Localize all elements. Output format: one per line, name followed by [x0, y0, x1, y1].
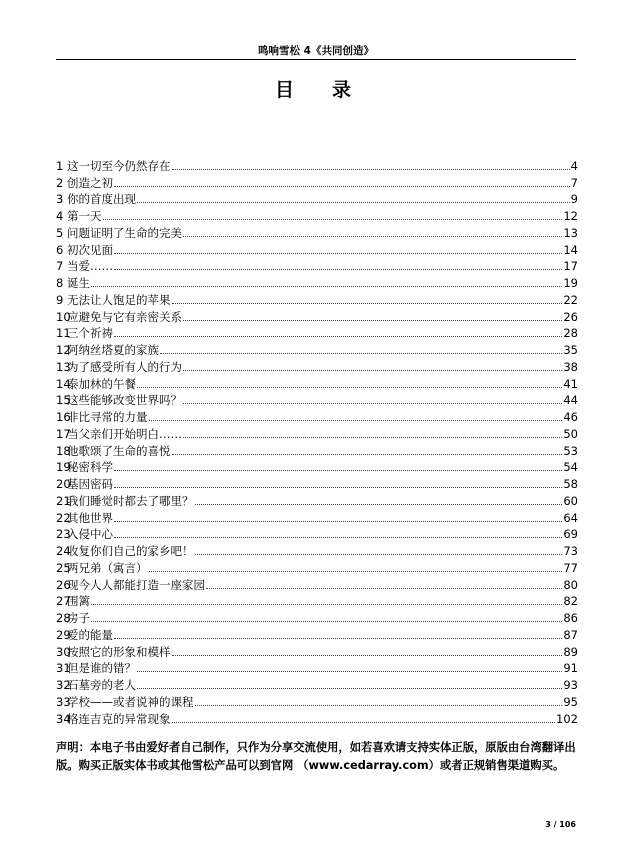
toc-entry-label: 创造之初 — [67, 175, 113, 190]
toc-entry[interactable] — [56, 558, 578, 575]
toc-dot-leader — [114, 487, 562, 488]
toc-entry-number: 10 — [56, 309, 71, 324]
toc-entry[interactable] — [56, 575, 578, 592]
toc-entry-label: 你的首度出现 — [67, 192, 136, 207]
toc-entry[interactable] — [56, 307, 578, 324]
toc-entry-page: 53 — [563, 443, 578, 458]
toc-entry-page: 7 — [570, 175, 578, 190]
toc-entry[interactable] — [56, 156, 578, 173]
toc-entry-page: 69 — [563, 527, 578, 542]
toc-entry-label: 现今人人都能打造一座家园 — [67, 577, 205, 592]
toc-entry-number: 9 — [56, 292, 64, 307]
toc-entry-label: 当父亲们开始明白…… — [67, 426, 182, 441]
toc-entry-number: 32 — [56, 678, 71, 692]
toc-entry-page: 77 — [563, 560, 578, 575]
toc-entry-number: 13 — [56, 359, 71, 374]
header-divider — [56, 59, 576, 60]
toc-dot-leader — [183, 320, 562, 321]
toc-entry-number: 18 — [56, 443, 71, 458]
toc-entry-number: 21 — [56, 493, 71, 508]
toc-entry-label: 两兄弟（寓言） — [67, 560, 148, 575]
toc-entry-page: 17 — [563, 259, 578, 274]
toc-entry-label: 但是谁的错？ — [67, 661, 136, 676]
toc-dot-leader — [172, 655, 563, 656]
toc-entry-number: 3 — [56, 192, 64, 207]
toc-dot-leader — [206, 588, 562, 589]
toc-entry-number: 15 — [56, 393, 71, 408]
toc-entry[interactable] — [56, 173, 578, 190]
toc-dot-leader — [195, 705, 563, 706]
toc-entry-page: 89 — [563, 644, 578, 659]
toc-entry-label: 格连吉克的异常现象 — [67, 711, 171, 726]
toc-entry-label: 基因密码 — [67, 477, 113, 491]
toc-entry-number: 26 — [56, 577, 71, 592]
toc-entry-page: 82 — [563, 594, 578, 609]
toc-entry-number: 2 — [56, 175, 64, 190]
toc-entry-label: 问题证明了生命的完美 — [67, 225, 182, 240]
toc-entry-page: 28 — [563, 326, 578, 341]
toc-entry-page: 22 — [563, 292, 578, 307]
toc-dot-leader — [137, 202, 570, 203]
toc-entry[interactable] — [56, 223, 578, 240]
toc-entry-label: 诞生 — [67, 276, 90, 290]
toc-entry-label: 这一切至今仍然存在 — [67, 158, 171, 173]
toc-entry-page: 44 — [563, 393, 578, 408]
toc-entry-number: 12 — [56, 343, 71, 357]
toc-dot-leader — [114, 186, 570, 187]
toc-dot-leader — [91, 286, 562, 287]
toc-entry-number: 17 — [56, 426, 71, 441]
toc-entry-page: 58 — [563, 477, 578, 491]
toc-dot-leader — [183, 236, 562, 237]
toc-entry-label: 秘密科学 — [67, 460, 113, 475]
toc-dot-leader — [172, 303, 563, 304]
toc-entry-page: 41 — [563, 376, 578, 391]
toc-entry-page: 93 — [563, 678, 578, 692]
toc-entry-label: 爱的能量 — [67, 627, 113, 642]
toc-entry-number: 34 — [56, 711, 71, 726]
toc-entry-page: 50 — [563, 426, 578, 441]
toc-entry[interactable] — [56, 257, 578, 274]
toc-dot-leader — [137, 671, 562, 672]
toc-dot-leader — [183, 403, 562, 404]
toc-entry[interactable] — [56, 407, 578, 424]
page-header-title: 鸣响雪松 4《共同创造》 — [258, 45, 374, 57]
toc-title: 目录 — [274, 79, 389, 101]
toc-entry[interactable] — [56, 357, 578, 374]
toc-entry-number: 33 — [56, 694, 71, 709]
toc-entry-number: 22 — [56, 510, 71, 525]
toc-entry-number: 19 — [56, 460, 71, 475]
toc-entry[interactable] — [56, 441, 578, 458]
toc-entry-page: 87 — [563, 627, 578, 642]
toc-dot-leader — [114, 638, 562, 639]
toc-entry[interactable] — [56, 625, 578, 642]
toc-entry[interactable] — [56, 642, 578, 659]
toc-entry-page: 46 — [563, 410, 578, 424]
toc-dot-leader — [91, 604, 562, 605]
toc-dot-leader — [195, 504, 563, 505]
toc-entry[interactable] — [56, 592, 578, 609]
toc-entry-number: 6 — [56, 242, 64, 257]
toc-entry-page: 12 — [563, 209, 578, 223]
toc-entry-page: 80 — [563, 577, 578, 592]
toc-entry[interactable] — [56, 240, 578, 257]
toc-entry-label: 为了感受所有人的行为 — [67, 359, 182, 374]
toc-entry-label: 初次见面 — [67, 242, 113, 257]
toc-entry-number: 11 — [56, 326, 71, 341]
toc-entry-label: 应避免与它有亲密关系 — [67, 309, 182, 324]
toc-entry-label: 房子 — [67, 611, 90, 625]
toc-dot-leader — [149, 420, 563, 421]
toc-entry-label: 第一天 — [67, 209, 102, 223]
toc-entry[interactable] — [56, 273, 578, 290]
toc-entry-number: 28 — [56, 611, 71, 625]
toc-entry-label: 三个祈祷 — [67, 326, 113, 341]
toc-entry[interactable] — [56, 541, 578, 558]
toc-dot-leader — [91, 621, 562, 622]
toc-entry-page: 38 — [563, 359, 578, 374]
toc-entry[interactable] — [56, 424, 578, 441]
toc-entry-page: 60 — [563, 493, 578, 508]
toc-entry-number: 31 — [56, 661, 71, 676]
toc-entry[interactable] — [56, 659, 578, 676]
toc-entry[interactable] — [56, 290, 578, 307]
toc-dot-leader — [183, 437, 562, 438]
toc-entry[interactable] — [56, 675, 578, 692]
toc-entry-label: 其他世界 — [67, 510, 113, 525]
toc-entry[interactable] — [56, 692, 578, 709]
toc-entry[interactable] — [56, 525, 578, 542]
toc-dot-leader — [149, 571, 563, 572]
toc-dot-leader — [114, 537, 562, 538]
toc-entry-label: 围篱 — [67, 594, 90, 609]
toc-dot-leader — [114, 269, 562, 270]
toc-entry[interactable] — [56, 608, 578, 625]
toc-entry[interactable] — [56, 491, 578, 508]
toc-entry-label: 泰加林的午餐 — [67, 376, 136, 391]
toc-entry-number: 5 — [56, 225, 64, 240]
toc-entry-number: 29 — [56, 627, 71, 642]
toc-dot-leader — [114, 470, 562, 471]
toc-dot-leader — [195, 554, 563, 555]
toc-entry-page: 54 — [563, 460, 578, 475]
toc-entry-page: 91 — [563, 661, 578, 676]
page-indicator: 3 / 106 — [545, 820, 576, 829]
toc-entry-label: 按照它的形象和模样 — [67, 644, 171, 659]
toc-entry-label: 学校——或者说神的课程 — [67, 694, 194, 709]
toc-entry-number: 1 — [56, 158, 64, 173]
toc-dot-leader — [172, 454, 563, 455]
toc-dot-leader — [103, 219, 563, 220]
toc-entry-number: 14 — [56, 376, 71, 391]
toc-entry-number: 24 — [56, 544, 71, 558]
toc-entry[interactable] — [56, 474, 578, 491]
toc-entry[interactable] — [56, 391, 578, 408]
toc-entry-label: 非比寻常的力量 — [67, 410, 148, 424]
toc-entry-page: 86 — [563, 611, 578, 625]
toc-entry-label: 无法让人饱足的苹果 — [67, 292, 171, 307]
toc-entry-label: 入侵中心 — [67, 527, 113, 542]
toc-entry-number: 30 — [56, 644, 71, 659]
toc-entry-number: 16 — [56, 410, 71, 424]
toc-dot-leader — [137, 387, 562, 388]
toc-entry-label: 他歌颂了生命的喜悦 — [67, 443, 171, 458]
toc-dot-leader — [183, 370, 562, 371]
toc-entry-page: 19 — [563, 276, 578, 290]
toc-entry[interactable] — [56, 324, 578, 341]
toc-entry-number: 23 — [56, 527, 71, 542]
toc-entry-number: 27 — [56, 594, 71, 609]
toc-entry-page: 9 — [570, 192, 578, 207]
copyright-notice: 声明：本电子书由爱好者自己制作，只作为分享交流使用，如若喜欢请支持实体正版，原版由台湾翻译出版。购买正版实体书或其他雪松产品可以到官网 （www.cedarray.com）或者正规销售渠道购买。 — [56, 741, 576, 772]
toc-entry-label: 当爱…… — [67, 259, 113, 274]
toc-dot-leader — [114, 521, 562, 522]
toc-dot-leader — [114, 336, 562, 337]
toc-entry-label: 我们睡觉时都去了哪里？ — [67, 493, 194, 508]
toc-entry-number: 25 — [56, 560, 71, 575]
toc-entry[interactable] — [56, 206, 578, 223]
toc-entry-page: 26 — [563, 309, 578, 324]
toc-entry-page: 35 — [563, 343, 578, 357]
toc-entry-page: 73 — [563, 544, 578, 558]
toc-dot-leader — [114, 253, 562, 254]
toc-entry-label: 阿纳丝塔夏的家族 — [67, 343, 159, 357]
toc-dot-leader — [137, 688, 562, 689]
toc-entry[interactable] — [56, 340, 578, 357]
toc-entry-number: 20 — [56, 477, 71, 491]
toc-entry-number: 4 — [56, 209, 64, 223]
toc-entry-page: 102 — [556, 711, 578, 726]
toc-entry-page: 64 — [563, 510, 578, 525]
toc-entry-label: 收复你们自己的家乡吧！ — [67, 544, 194, 558]
toc-entry[interactable] — [56, 709, 578, 726]
toc-entry[interactable] — [56, 458, 578, 475]
toc-entry-page: 13 — [563, 225, 578, 240]
toc-dot-leader — [160, 353, 562, 354]
toc-entry-page: 4 — [570, 158, 578, 173]
toc-entry[interactable] — [56, 374, 578, 391]
toc-dot-leader — [172, 722, 556, 723]
toc-entry[interactable] — [56, 190, 578, 207]
toc-entry-page: 14 — [563, 242, 578, 257]
toc-entry-label: 石墓旁的老人 — [67, 678, 136, 692]
toc-entry-page: 95 — [563, 694, 578, 709]
toc-entry-label: 这些能够改变世界吗？ — [67, 393, 182, 408]
toc-entry-number: 8 — [56, 276, 64, 290]
toc-entry[interactable] — [56, 508, 578, 525]
table-of-contents — [56, 156, 578, 726]
toc-entry-number: 7 — [56, 259, 64, 274]
toc-dot-leader — [172, 169, 570, 170]
